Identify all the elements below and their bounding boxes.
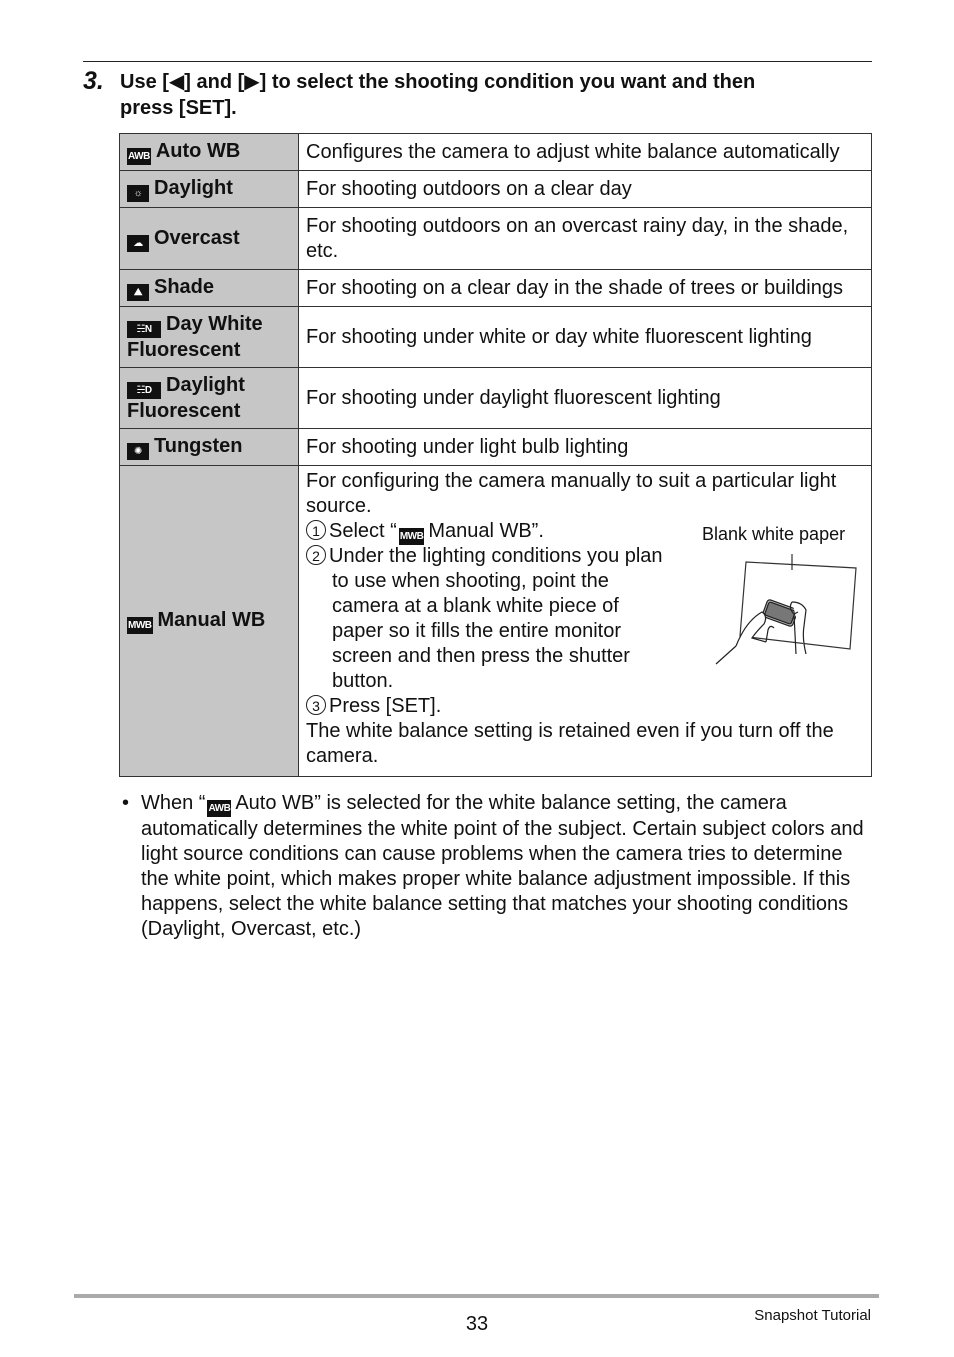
step2-text: camera at a blank white piece of — [332, 595, 619, 617]
step1-number: 1 — [306, 520, 326, 540]
tungsten-icon: ✺ — [127, 443, 149, 460]
daylight-fluorescent-icon: ☵D — [127, 382, 161, 399]
row-label — [120, 134, 299, 171]
row-label — [120, 429, 299, 466]
label-text: Daylight — [166, 373, 245, 396]
step-instruction-line2: press [SET]. — [120, 97, 237, 119]
label-text: Manual WB — [157, 609, 266, 631]
table-row — [120, 466, 872, 777]
step2-text: screen and then press the shutter — [332, 645, 630, 667]
label-text: Auto WB — [155, 140, 241, 162]
shade-icon: ⛰ — [127, 284, 149, 301]
label-text: Daylight — [154, 177, 233, 199]
top-rule — [83, 61, 872, 62]
table-row — [120, 171, 872, 208]
manual-step2 — [306, 544, 663, 569]
daylight-icon: ☼ — [127, 185, 149, 202]
step2-text: paper so it fills the entire monitor — [332, 620, 622, 642]
table-row — [120, 270, 872, 307]
row-description: For shooting under white or day white fluorescent lighting — [299, 307, 872, 368]
step3-text: Press [SET]. — [329, 695, 442, 717]
step-instruction-line1: Use [◀] and [▶] to select the shooting condition you want and then — [120, 71, 756, 93]
row-description: For shooting under light bulb lighting — [299, 429, 872, 466]
auto-wb-icon: AWB — [207, 800, 231, 817]
row-description: For shooting on a clear day in the shade of trees or buildings — [299, 270, 872, 307]
row-description: Configures the camera to adjust white balance automatically — [299, 134, 872, 171]
step2-text: Under the lighting conditions you plan — [329, 545, 663, 567]
step1-text: Manual WB”. — [428, 520, 544, 542]
row-label — [120, 270, 299, 307]
section-title: Snapshot Tutorial — [754, 1307, 871, 1324]
manual-intro-line1: For configuring the camera manually to suit a particular light — [306, 470, 837, 492]
row-label — [120, 466, 299, 777]
step2-text: button. — [332, 670, 394, 692]
footer-rule — [74, 1294, 879, 1298]
row-description: For shooting outdoors on an overcast rainy day, in the shade, etc. — [299, 208, 872, 270]
note-text — [141, 791, 871, 942]
step2-text: to use when shooting, point the — [332, 570, 609, 592]
row-label — [120, 208, 299, 270]
label-text: Shade — [154, 276, 215, 298]
page-number: 33 — [465, 1313, 489, 1335]
row-description: For shooting under daylight fluorescent lighting — [299, 368, 872, 429]
label-text: Day White — [166, 312, 263, 335]
row-label — [120, 307, 299, 368]
label-text: Overcast — [154, 226, 240, 249]
label-text: Fluorescent — [127, 338, 241, 361]
table-row — [120, 368, 872, 429]
note-text-rest: Auto WB” is selected for the white balance setting, the camera automatically determines the white point of the subject. Certain subject colors and light source conditions can cause problems when the camera tries to determine the white point, which makes proper white balance adjustment impossible. If this happens, select the white balance setting that matches your shooting conditions (Daylight, Overcast, etc.) — [141, 792, 864, 940]
row-description — [299, 466, 872, 777]
manual-wb-description — [306, 466, 864, 776]
manual-intro-line2: source. — [306, 495, 372, 517]
day-white-fluorescent-icon: ☵N — [127, 321, 161, 338]
manual-wb-icon: MWB — [127, 617, 153, 634]
overcast-icon: ☁ — [127, 235, 149, 252]
illustration-caption: Blank white paper — [702, 524, 846, 544]
note-text-start: When “ — [141, 792, 206, 814]
label-text: Tungsten — [154, 435, 243, 457]
step3-number: 3 — [306, 695, 326, 715]
table-row — [120, 134, 872, 171]
camera-paper-illustration — [706, 546, 866, 676]
bullet: • — [122, 792, 130, 814]
row-description: For shooting outdoors on a clear day — [299, 171, 872, 208]
manual-wb-icon: MWB — [399, 528, 425, 545]
row-label — [120, 171, 299, 208]
step1-text: Select “ — [329, 520, 397, 542]
table-row — [120, 208, 872, 270]
table-row — [120, 307, 872, 368]
manual-outro-line1: The white balance setting is retained even if you turn off the — [306, 720, 834, 742]
row-label — [120, 368, 299, 429]
manual-step3 — [306, 694, 441, 719]
table-row — [120, 429, 872, 466]
auto-wb-icon: AWB — [127, 148, 151, 165]
label-text: Fluorescent — [127, 399, 241, 422]
step-number: 3. — [83, 67, 104, 95]
step-instruction — [120, 69, 860, 121]
manual-step1 — [306, 519, 544, 545]
white-balance-table — [119, 133, 872, 777]
step2-number: 2 — [306, 545, 326, 565]
manual-outro-line2: camera. — [306, 745, 379, 767]
